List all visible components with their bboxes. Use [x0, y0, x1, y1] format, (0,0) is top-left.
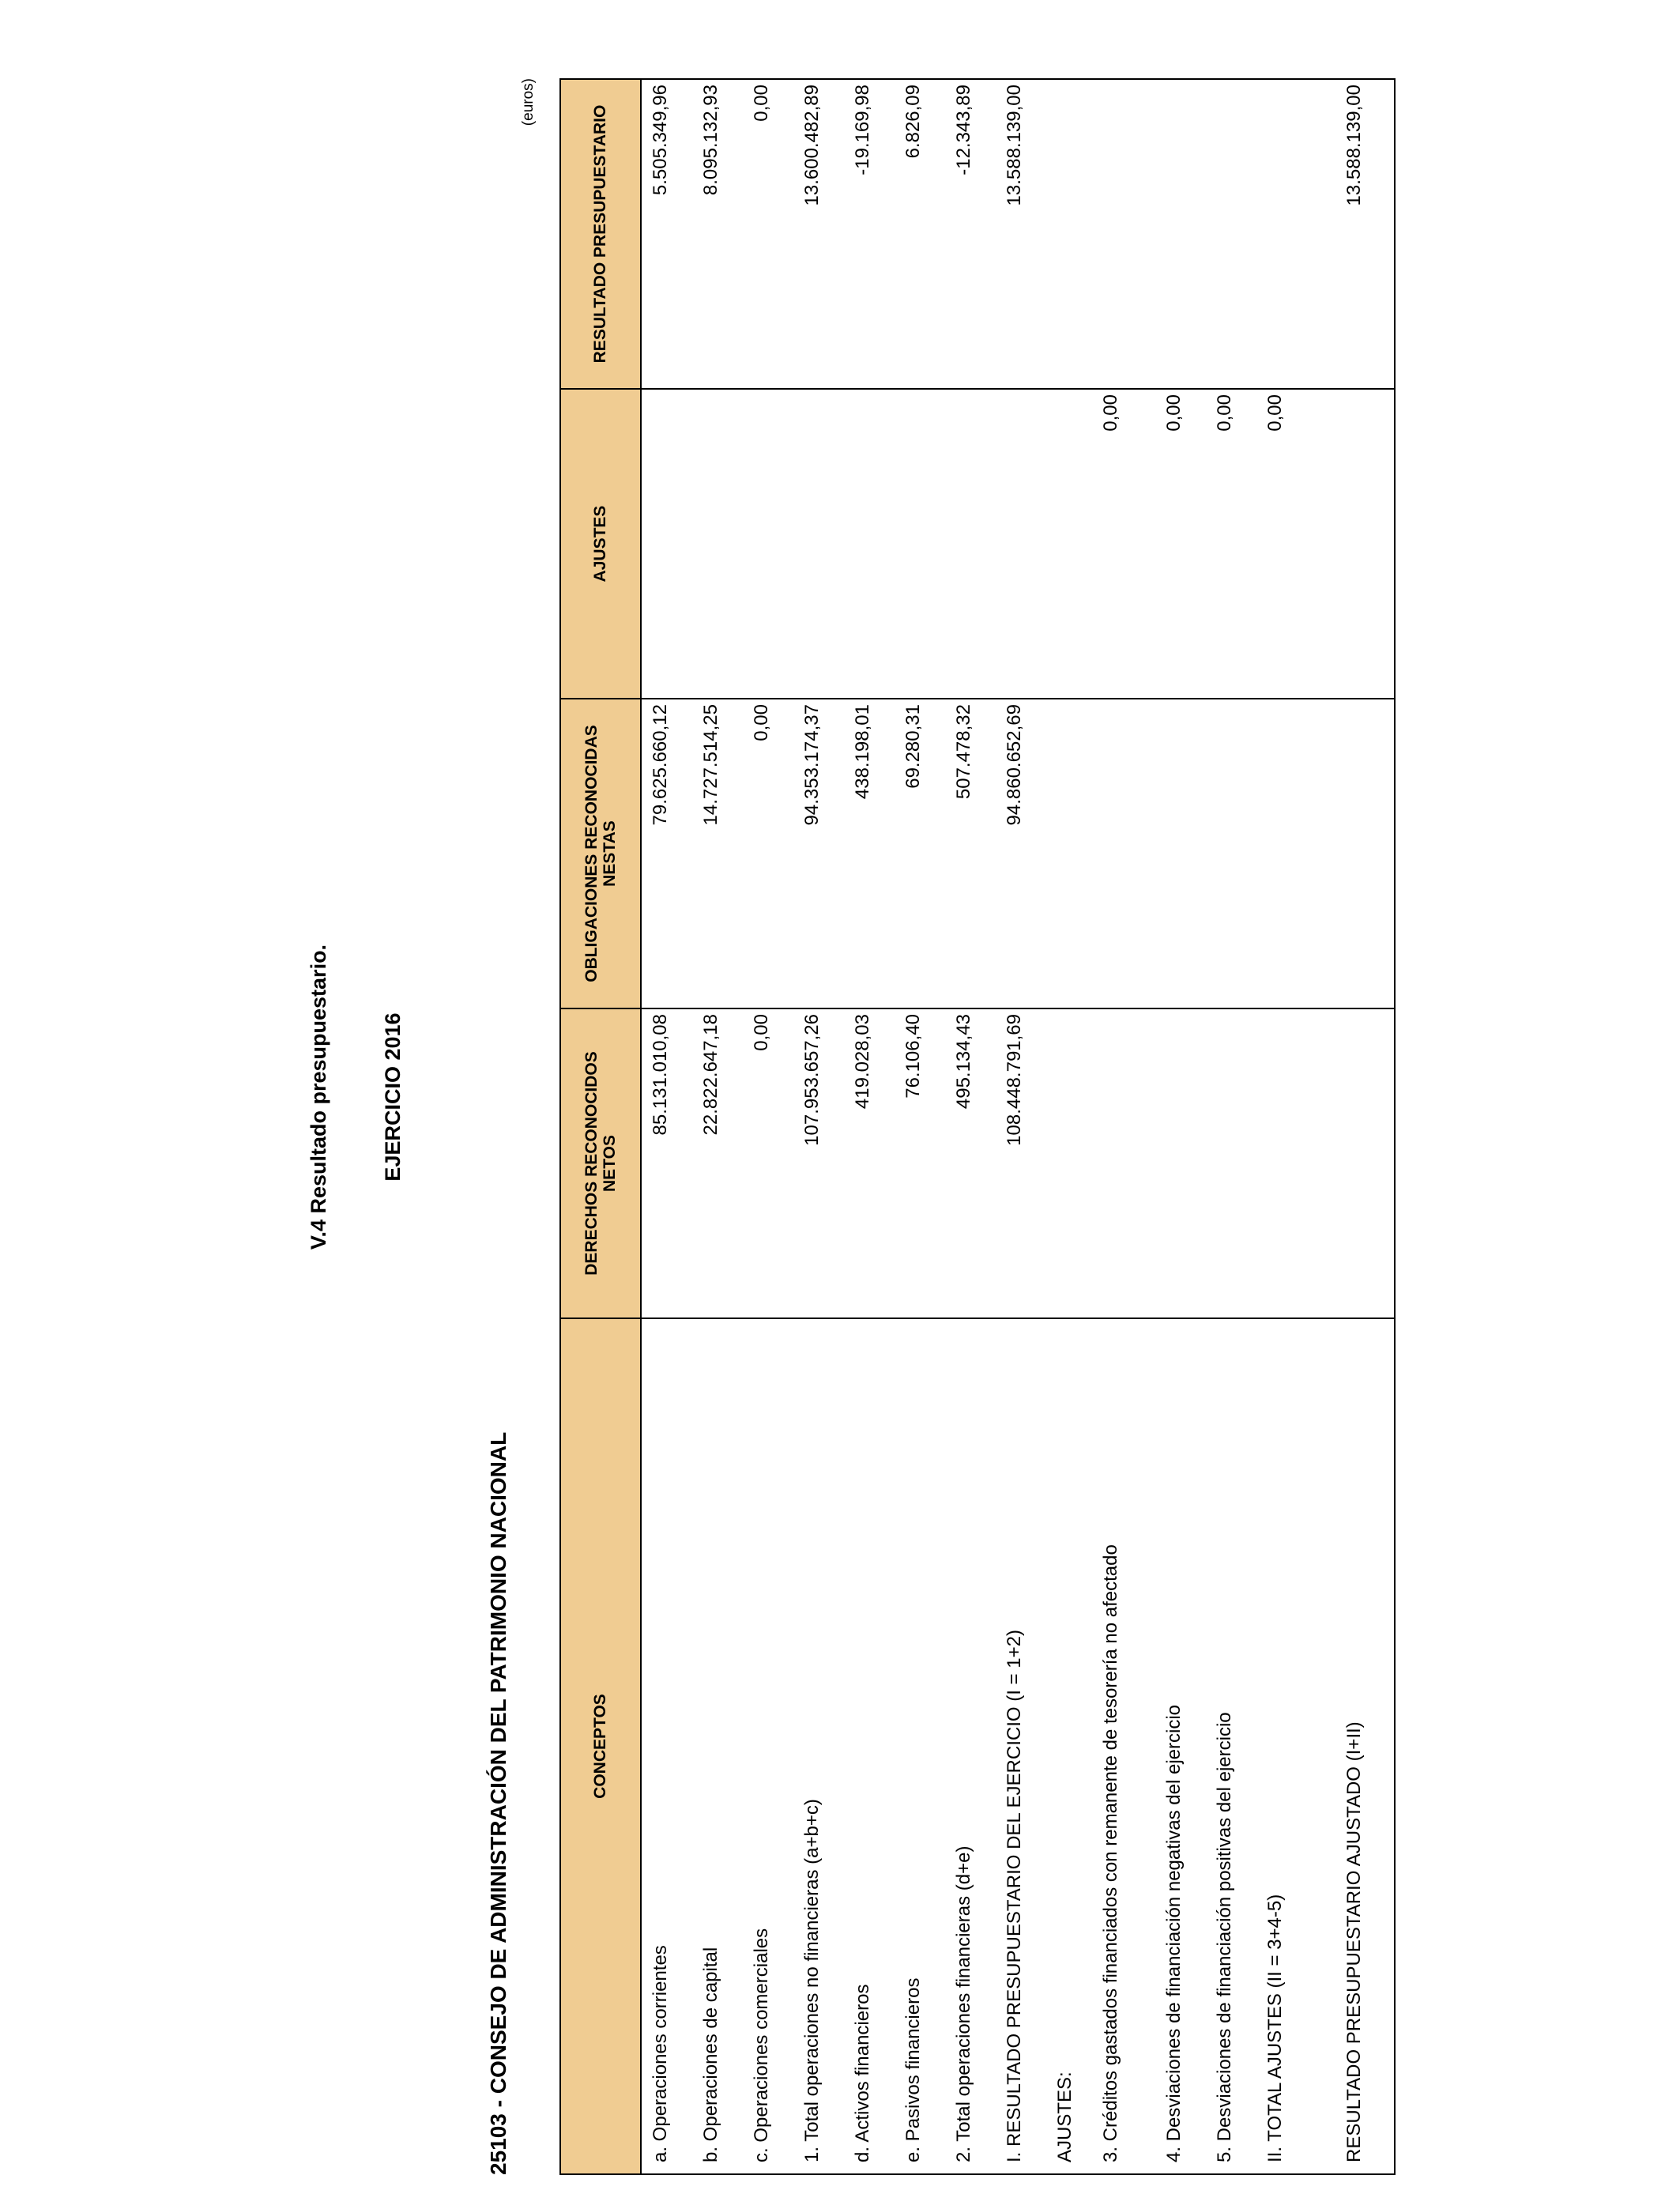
adjustments-cell	[844, 389, 895, 699]
adjustments-cell: 0,00	[1256, 389, 1307, 699]
table-row	[844, 79, 895, 2174]
concept-cell: AJUSTES:	[1046, 1318, 1097, 2174]
concept-cell: 1. Total operaciones no financieras (a+b+c)	[793, 1318, 844, 2174]
adjustments-cell	[692, 389, 743, 699]
concept-cell: d. Activos financieros	[844, 1318, 895, 2174]
obligations-cell	[1335, 699, 1386, 1008]
rights-cell: 22.822.647,18	[692, 1008, 743, 1318]
table-bottom-row	[1386, 79, 1395, 2174]
currency-unit: (euros)	[520, 78, 537, 126]
table-row	[1155, 79, 1206, 2174]
table-row	[945, 79, 996, 2174]
adjustments-cell	[1335, 389, 1386, 699]
obligations-cell	[1097, 699, 1155, 1008]
table-bottom-cell	[1386, 79, 1395, 389]
rights-cell	[1206, 1008, 1256, 1318]
budget-result-table	[559, 78, 1396, 2175]
obligations-cell: 507.478,32	[945, 699, 996, 1008]
result-cell: 13.588.139,00	[1335, 79, 1386, 389]
obligations-cell: 94.860.652,69	[996, 699, 1046, 1008]
adjustments-cell	[743, 389, 793, 699]
table-row	[1206, 79, 1256, 2174]
rights-cell	[1307, 1008, 1335, 1318]
header-concepts: CONCEPTOS	[560, 1318, 641, 2174]
concept-cell: c. Operaciones comerciales	[743, 1318, 793, 2174]
adjustments-cell: 0,00	[1206, 389, 1256, 699]
header-adjustments: AJUSTES	[560, 389, 641, 699]
concept-cell: II. TOTAL AJUSTES (II = 3+4-5)	[1256, 1318, 1307, 2174]
adjustments-cell	[1046, 389, 1097, 699]
obligations-cell: 438.198,01	[844, 699, 895, 1008]
adjustments-cell: 0,00	[1155, 389, 1206, 699]
result-cell: 13.600.482,89	[793, 79, 844, 389]
result-cell	[1307, 79, 1335, 389]
result-cell: 13.588.139,00	[996, 79, 1046, 389]
result-cell: 5.505.349,96	[641, 79, 692, 389]
adjustments-cell	[996, 389, 1046, 699]
exercise-year: EJERCICIO 2016	[381, 1012, 405, 1182]
table-row	[1097, 79, 1155, 2174]
obligations-cell: 0,00	[743, 699, 793, 1008]
header-rights: DERECHOS RECONOCIDOS NETOS	[560, 1008, 641, 1318]
table-bottom-cell	[1386, 1008, 1395, 1318]
rights-cell: 85.131.010,08	[641, 1008, 692, 1318]
result-cell: 0,00	[743, 79, 793, 389]
adjustments-cell	[945, 389, 996, 699]
header-result: RESULTADO PRESUPUESTARIO	[560, 79, 641, 389]
table-row	[692, 79, 743, 2174]
result-cell	[1256, 79, 1307, 389]
rights-cell	[1155, 1008, 1206, 1318]
concept-cell: 2. Total operaciones financieras (d+e)	[945, 1318, 996, 2174]
adjustments-cell	[793, 389, 844, 699]
rights-cell	[1097, 1008, 1155, 1318]
obligations-cell	[1046, 699, 1097, 1008]
adjustments-cell	[641, 389, 692, 699]
rights-cell	[1335, 1008, 1386, 1318]
result-cell	[1046, 79, 1097, 389]
table-row	[743, 79, 793, 2174]
result-cell	[1097, 79, 1155, 389]
result-cell: -19.169,98	[844, 79, 895, 389]
rights-cell: 107.953.657,26	[793, 1008, 844, 1318]
obligations-cell	[1307, 699, 1335, 1008]
rights-cell	[1046, 1008, 1097, 1318]
table-row	[895, 79, 945, 2174]
result-cell	[1206, 79, 1256, 389]
rights-cell: 495.134,43	[945, 1008, 996, 1318]
rights-cell: 0,00	[743, 1008, 793, 1318]
obligations-cell	[1155, 699, 1206, 1008]
concept-cell	[1307, 1318, 1335, 2174]
obligations-cell: 94.353.174,37	[793, 699, 844, 1008]
obligations-cell: 14.727.514,25	[692, 699, 743, 1008]
result-cell: 8.095.132,93	[692, 79, 743, 389]
table-row	[1335, 79, 1386, 2174]
concept-cell: 4. Desviaciones de financiación negativas del ejercicio	[1155, 1318, 1206, 2174]
adjustments-cell: 0,00	[1097, 389, 1155, 699]
rights-cell: 76.106,40	[895, 1008, 945, 1318]
rights-cell	[1256, 1008, 1307, 1318]
table-spacer-row	[1307, 79, 1335, 2174]
concept-cell: 3. Créditos gastados financiados con remanente de tesorería no afectado	[1097, 1318, 1155, 2174]
table-row	[641, 79, 692, 2174]
entity-title: 25103 - CONSEJO DE ADMINISTRACIÓN DEL PATRIMONIO NACIONAL	[486, 1431, 510, 2175]
table-header-row	[560, 79, 641, 2174]
concept-cell: b. Operaciones de capital	[692, 1318, 743, 2174]
concept-cell: I. RESULTADO PRESUPUESTARIO DEL EJERCICIO (I = 1+2)	[996, 1318, 1046, 2174]
obligations-cell: 69.280,31	[895, 699, 945, 1008]
concept-cell: e. Pasivos financieros	[895, 1318, 945, 2174]
rights-cell: 419.028,03	[844, 1008, 895, 1318]
adjustments-cell	[1307, 389, 1335, 699]
table-row	[1046, 79, 1097, 2174]
result-cell: -12.343,89	[945, 79, 996, 389]
table-row	[1256, 79, 1307, 2174]
table-row	[793, 79, 844, 2174]
result-cell	[1155, 79, 1206, 389]
table-bottom-cell	[1386, 699, 1395, 1008]
rights-cell: 108.448.791,69	[996, 1008, 1046, 1318]
concept-cell: a. Operaciones corrientes	[641, 1318, 692, 2174]
concept-cell: 5. Desviaciones de financiación positivas del ejercicio	[1206, 1318, 1256, 2174]
result-cell: 6.826,09	[895, 79, 945, 389]
obligations-cell	[1256, 699, 1307, 1008]
table-bottom-cell	[1386, 1318, 1395, 2174]
concept-cell: RESULTADO PRESUPUESTARIO AJUSTADO (I+II)	[1335, 1318, 1386, 2174]
obligations-cell: 79.625.660,12	[641, 699, 692, 1008]
table-row	[996, 79, 1046, 2174]
obligations-cell	[1206, 699, 1256, 1008]
header-obligations: OBLIGACIONES RECONOCIDAS NESTAS	[560, 699, 641, 1008]
adjustments-cell	[895, 389, 945, 699]
table-bottom-cell	[1386, 389, 1395, 699]
report-title: V.4 Resultado presupuestario.	[307, 944, 330, 1250]
